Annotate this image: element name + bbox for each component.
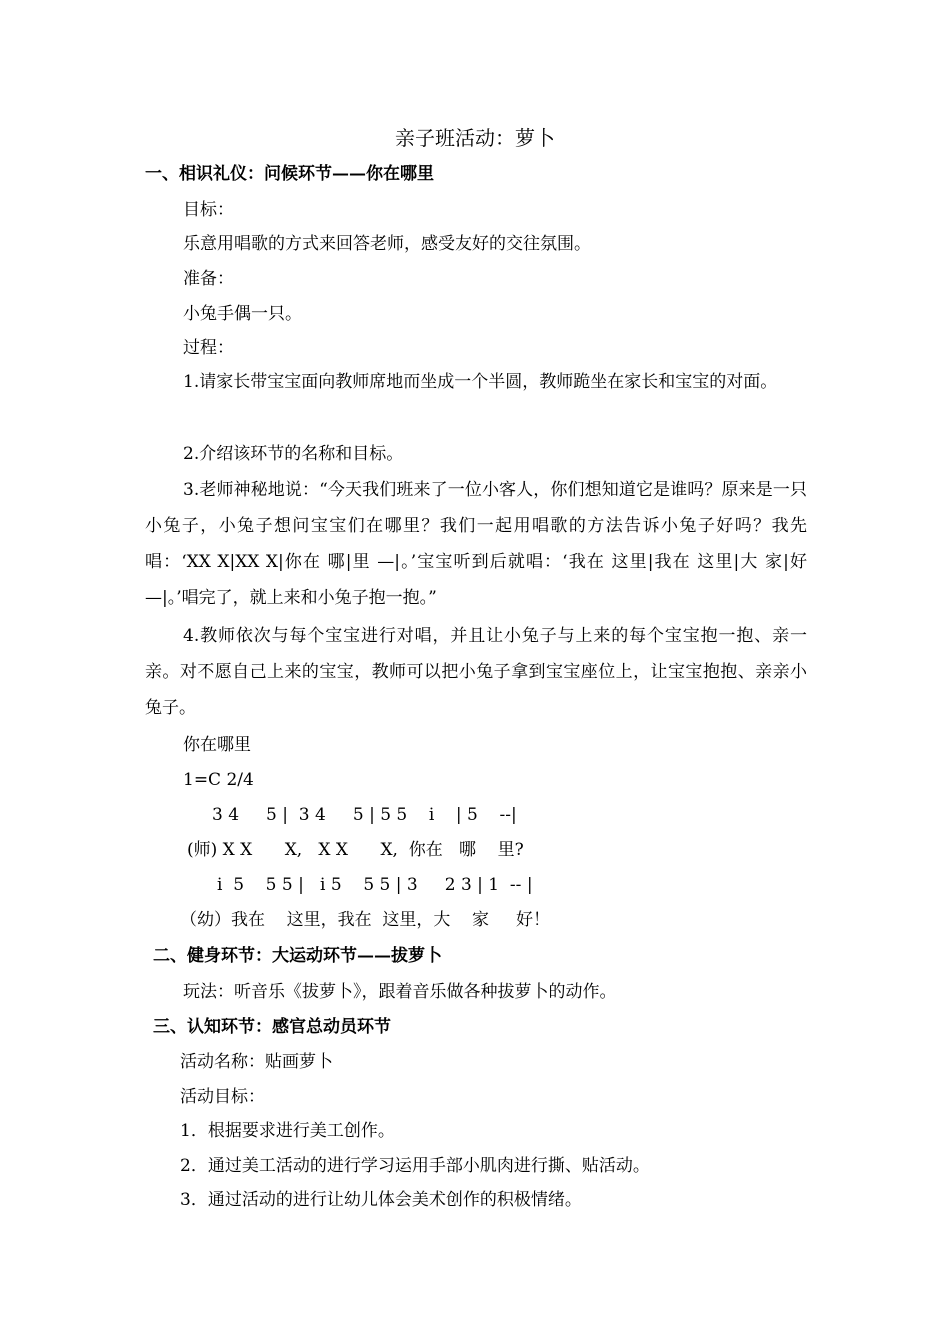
- process-label: 过程：: [183, 338, 234, 358]
- play-text: 玩法：听音乐《拔萝卜》，跟着音乐做各种拔萝卜的动作。: [183, 982, 617, 1002]
- activity-goal-label: 活动目标：: [180, 1087, 265, 1107]
- goal-text: 乐意用唱歌的方式来回答老师，感受友好的交往氛围。: [183, 234, 591, 254]
- lyrics-line-2: （幼）我在 这里，我在 这里，大 家 好！: [180, 910, 551, 930]
- activity-goal-3: 3．通过活动的进行让幼儿体会美术创作的积极情绪。: [180, 1190, 582, 1210]
- section1-heading: 一、相识礼仪：问候环节——你在哪里: [145, 164, 434, 184]
- section2-heading: 二、健身环节：大运动环节——拔萝卜: [153, 946, 442, 966]
- prep-text: 小兔手偶一只。: [183, 304, 302, 324]
- process-step-2: 2.介绍该环节的名称和目标。: [183, 444, 404, 464]
- activity-goal-2: 2．通过美工活动的进行学习运用手部小肌肉进行撕、贴活动。: [180, 1156, 650, 1176]
- goal-label: 目标：: [183, 200, 234, 220]
- process-step-3: 3.老师神秘地说：“今天我们班来了一位小客人，你们想知道它是谁吗？原来是一只小兔子，小兔子想问宝宝们在哪里？我们一起用唱歌的方法告诉小兔子好吗？我先唱：‘XX X|XX X|你在 哪|里 —|。’宝宝听到后就唱：‘我在 这里|我在 这里|大 家|好 —|。’唱完了，就上来和小兔子抱一抱。”: [145, 480, 807, 608]
- process-step-4: 4.教师依次与每个宝宝进行对唱，并且让小兔子与上来的每个宝宝抱一抱、亲一亲。对不愿自己上来的宝宝，教师可以把小兔子拿到宝宝座位上，让宝宝抱抱、亲亲小兔子。: [145, 626, 807, 718]
- score-line-1: 3 4 5 | 3 4 5 | 5 5 i | 5 --|: [212, 805, 517, 825]
- score-line-2: i 5 5 5 | i 5 5 5 | 3 2 3 | 1 -- |: [217, 875, 533, 895]
- activity-name: 活动名称：贴画萝卜: [180, 1052, 333, 1072]
- lyrics-line-1: (师) X X X, X X X, 你在 哪 里?: [187, 840, 524, 860]
- song-title: 你在哪里: [183, 735, 251, 755]
- document-title: 亲子班活动：萝卜: [395, 126, 555, 150]
- process-step-1: 1.请家长带宝宝面向教师席地而坐成一个半圆，教师跪坐在家长和宝宝的对面。: [183, 372, 778, 392]
- prep-label: 准备：: [183, 269, 234, 289]
- activity-goal-1: 1．根据要求进行美工创作。: [180, 1121, 395, 1141]
- song-key: 1=C 2/4: [183, 770, 254, 790]
- section3-heading: 三、认知环节：感官总动员环节: [153, 1017, 391, 1037]
